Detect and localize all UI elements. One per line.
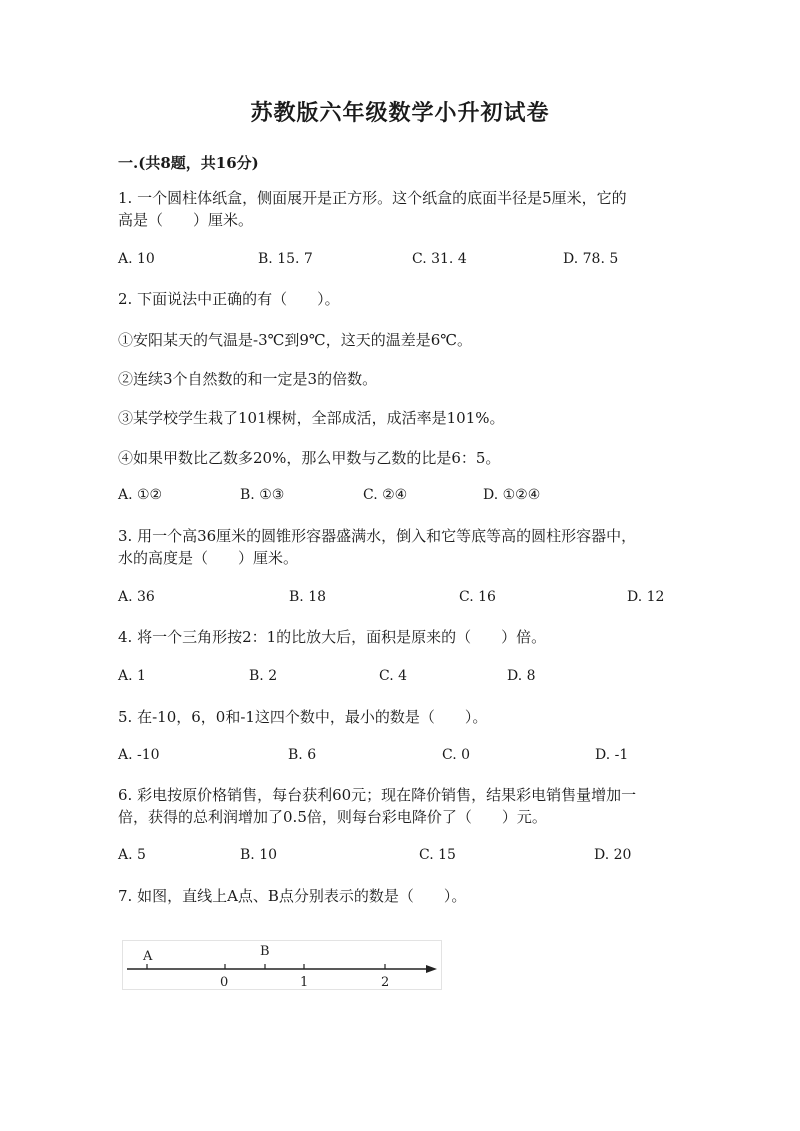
q2-statement-1: ①安阳某天的气温是-3℃到9℃，这天的温差是6℃。 [118,331,473,349]
question-5-line-1: 5. 在-10，6，0和-1这四个数中，最小的数是（ ）。 [118,708,488,726]
question-4-line-1: 4. 将一个三角形按2：1的比放大后，面积是原来的（ ）倍。 [118,628,547,646]
question-7-line-1: 7. 如图，直线上A点、B点分别表示的数是（ ）。 [118,887,467,905]
question-6-line-1: 6. 彩电按原价格销售，每台获利60元；现在降价销售，结果彩电销售量增加一 [118,786,637,804]
q1-option-b[interactable]: B. 15. 7 [258,251,313,267]
q5-option-b[interactable]: B. 6 [288,747,317,763]
q3-option-b[interactable]: B. 18 [289,589,327,605]
question-2-line-1: 2. 下面说法中正确的有（ ）。 [118,290,340,308]
q5-option-c[interactable]: C. 0 [442,747,471,763]
q5-option-a[interactable]: A. -10 [118,747,160,763]
question-3-line-1: 3. 用一个高36厘米的圆锥形容器盛满水，倒入和它等底等高的圆柱形容器中， [118,527,637,545]
tick-label-2: 2 [381,975,390,989]
q3-option-d[interactable]: D. 12 [627,589,665,605]
q2-statement-4: ④如果甲数比乙数多20%，那么甲数与乙数的比是6：5。 [118,449,501,467]
q4-option-b[interactable]: B. 2 [249,668,278,684]
section-heading: 一.(共8题，共16分) [118,154,259,172]
q2-statement-2: ②连续3个自然数的和一定是3的倍数。 [118,370,378,388]
q2-option-a[interactable]: A. ①② [118,487,163,503]
q4-option-d[interactable]: D. 8 [507,668,536,684]
tick-label-0: 0 [220,975,229,989]
q3-option-c[interactable]: C. 16 [459,589,496,605]
q5-option-d[interactable]: D. -1 [595,747,629,763]
q2-option-c[interactable]: C. ②④ [363,487,408,503]
tick-label-1: 1 [300,975,309,989]
number-line-arrow [426,965,437,973]
q1-option-c[interactable]: C. 31. 4 [412,251,467,267]
page-title: 苏教版六年级数学小升初试卷 [250,100,550,126]
question-6-line-2: 倍，获得的总利润增加了0.5倍，则每台彩电降价了（ ）元。 [118,808,547,826]
q2-statement-3: ③某学校学生栽了101棵树，全部成活，成活率是101%。 [118,409,505,427]
question-3-line-2: 水的高度是（ ）厘米。 [118,549,299,567]
q1-option-d[interactable]: D. 78. 5 [563,251,619,267]
number-line-svg [123,941,441,989]
q4-option-a[interactable]: A. 1 [118,668,146,684]
question-1-line-1: 1. 一个圆柱体纸盒，侧面展开是正方形。这个纸盒的底面半径是5厘米，它的 [118,189,627,207]
point-a-label: A [143,949,153,964]
q6-option-c[interactable]: C. 15 [419,847,456,863]
q3-option-a[interactable]: A. 36 [118,589,155,605]
q6-option-d[interactable]: D. 20 [594,847,632,863]
q2-option-b[interactable]: B. ①③ [240,487,285,503]
number-line-figure [122,940,442,990]
point-b-label: B [260,944,270,959]
question-1-line-2: 高是（ ）厘米。 [118,211,254,229]
q4-option-c[interactable]: C. 4 [379,668,408,684]
q6-option-a[interactable]: A. 5 [118,847,146,863]
q6-option-b[interactable]: B. 10 [240,847,278,863]
q2-option-d[interactable]: D. ①②④ [483,487,541,503]
q1-option-a[interactable]: A. 10 [118,251,155,267]
